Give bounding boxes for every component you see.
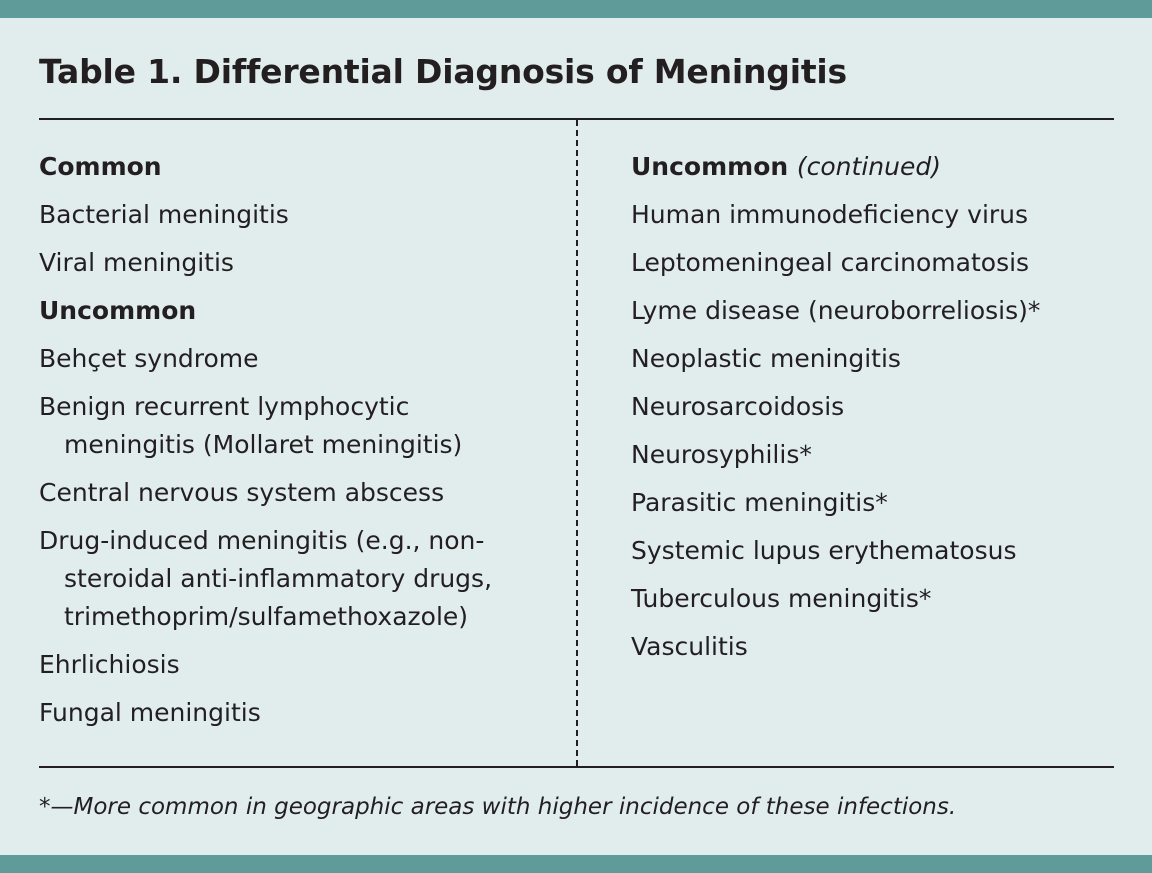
list-item: Behçet syndrome (39, 344, 259, 373)
list-item: Tuberculous meningitis* (631, 584, 932, 613)
list-item: Vasculitis (631, 632, 748, 661)
list-item: Bacterial meningitis (39, 200, 289, 229)
top-accent-bar (0, 0, 1152, 18)
uncommon-continued-label: Uncommon (631, 152, 789, 181)
list-item: Human immunodeficiency virus (631, 200, 1029, 229)
column-divider (576, 120, 578, 766)
list-item: Central nervous system abscess (39, 478, 445, 507)
bottom-rule (39, 766, 1114, 768)
uncommon-continued-heading (631, 148, 1101, 186)
uncommon-heading: Uncommon (39, 296, 197, 325)
continued-note: (continued) (796, 152, 941, 181)
bottom-accent-bar (0, 855, 1152, 873)
list-item: Benign recurrent lymphocytic meningitis (Mollaret meningitis) (39, 392, 463, 459)
common-heading: Common (39, 152, 162, 181)
list-item: Neoplastic meningitis (631, 344, 901, 373)
list-item: Neurosyphilis* (631, 440, 812, 469)
list-item: Neurosarcoidosis (631, 392, 845, 421)
list-item: Lyme disease (neuroborreliosis)* (631, 296, 1041, 325)
footnote: *—More common in geographic areas with higher incidence of these infections. (39, 794, 957, 820)
list-item: Fungal meningitis (39, 698, 261, 727)
right-column (631, 148, 1101, 676)
list-item: Parasitic meningitis* (631, 488, 888, 517)
list-item: Viral meningitis (39, 248, 234, 277)
table-title: Table 1. Differential Diagnosis of Meningitis (39, 52, 847, 91)
list-item: Systemic lupus erythematosus (631, 536, 1017, 565)
list-item: Ehrlichiosis (39, 650, 180, 679)
list-item: Leptomeningeal carcinomatosis (631, 248, 1030, 277)
list-item: Drug-induced meningitis (e.g., non-steroidal anti-inflammatory drugs, trimethoprim/sulfamethoxazole) (39, 526, 493, 631)
left-column (39, 148, 559, 742)
